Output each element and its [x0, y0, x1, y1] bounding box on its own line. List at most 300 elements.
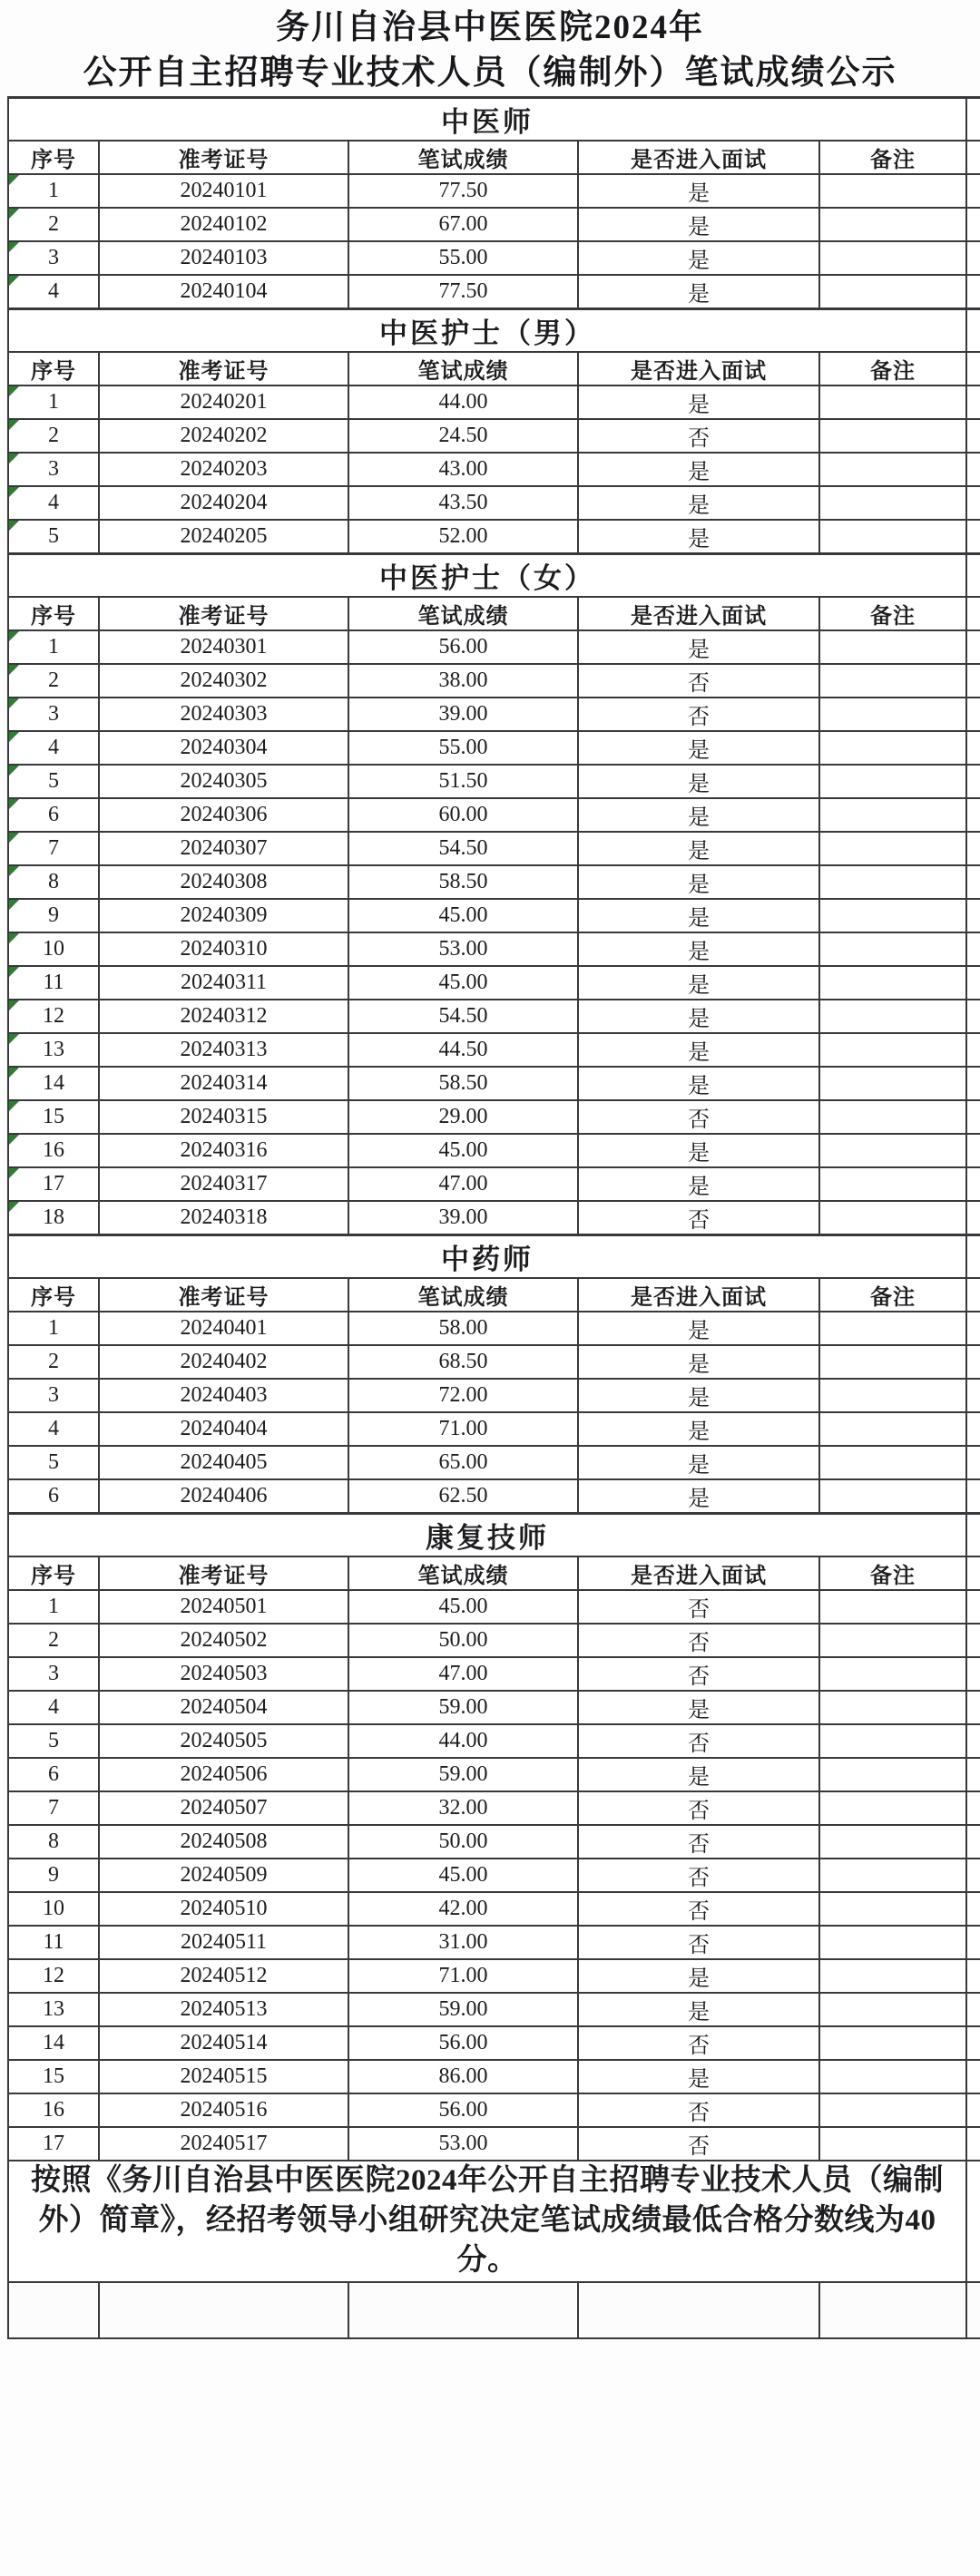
clipped-bottom-row [8, 2282, 980, 2338]
column-header-row [8, 352, 980, 385]
cell-remark [819, 1758, 966, 1791]
cell-interview-flag: 是 [578, 1067, 819, 1100]
cell-written-score: 45.00 [348, 1859, 578, 1892]
cell-seq-number-with-error-indicator: 1 [8, 630, 99, 664]
column-header-remark: 备注 [819, 352, 966, 385]
cell-ticket-number: 20240318 [99, 1201, 348, 1235]
cropped-next-column-cell [966, 1590, 980, 1624]
cropped-next-column-cell [966, 208, 980, 241]
section-title: 中药师 [8, 1235, 966, 1279]
empty-cell [819, 2282, 966, 2338]
cell-written-score: 56.00 [348, 2093, 578, 2127]
cell-ticket-number: 20240315 [99, 1100, 348, 1134]
cell-ticket-number: 20240313 [99, 1033, 348, 1067]
cell-remark [819, 275, 966, 309]
table-row [8, 1345, 980, 1379]
cell-remark [819, 865, 966, 899]
cell-written-score: 58.00 [348, 1312, 578, 1345]
cropped-next-column-cell [966, 309, 980, 353]
cell-ticket-number: 20240511 [99, 1926, 348, 1959]
cell-remark [819, 1892, 966, 1926]
cell-ticket-number: 20240314 [99, 1067, 348, 1100]
table-row [8, 731, 980, 765]
cell-interview-flag: 是 [578, 1379, 819, 1412]
cell-written-score: 65.00 [348, 1446, 578, 1479]
column-header-remark: 备注 [819, 141, 966, 174]
cell-interview-flag: 否 [578, 1825, 819, 1859]
column-header-score: 笔试成绩 [348, 141, 578, 174]
cell-remark [819, 1479, 966, 1514]
cropped-next-column-cell [966, 1724, 980, 1758]
cell-ticket-number: 20240308 [99, 865, 348, 899]
cell-remark [819, 1033, 966, 1067]
column-header-interview: 是否进入面试 [578, 597, 819, 630]
cell-interview-flag: 是 [578, 1959, 819, 1993]
cell-written-score: 77.50 [348, 275, 578, 309]
score-table-body [8, 98, 980, 2338]
table-row [8, 1379, 980, 1412]
table-row [8, 1479, 980, 1514]
cropped-next-column-cell [966, 1201, 980, 1235]
cell-remark [819, 731, 966, 765]
cell-seq-number: 13 [8, 1993, 99, 2026]
cell-interview-flag: 是 [578, 1000, 819, 1033]
table-row [8, 798, 980, 832]
table-row [8, 1859, 980, 1892]
cell-written-score: 44.00 [348, 1724, 578, 1758]
cell-interview-flag: 是 [578, 1345, 819, 1379]
column-header-interview: 是否进入面试 [578, 1278, 819, 1312]
cell-remark [819, 1825, 966, 1859]
cropped-next-column-cell [966, 597, 980, 630]
cropped-next-column-cell [966, 1167, 980, 1201]
section-banner-row [8, 1514, 980, 1557]
cell-ticket-number: 20240316 [99, 1134, 348, 1167]
column-header-interview: 是否进入面试 [578, 141, 819, 174]
cell-remark [819, 1000, 966, 1033]
cell-remark [819, 1345, 966, 1379]
cell-written-score: 60.00 [348, 798, 578, 832]
cell-remark [819, 1167, 966, 1201]
cell-ticket-number: 20240310 [99, 932, 348, 966]
table-row [8, 765, 980, 798]
cell-remark [819, 1959, 966, 1993]
cell-seq-number: 17 [8, 2127, 99, 2161]
cell-remark [819, 208, 966, 241]
table-row [8, 1657, 980, 1691]
cell-seq-number-with-error-indicator: 11 [8, 966, 99, 1000]
cropped-next-column-cell [966, 2026, 980, 2060]
cropped-next-column-cell [966, 832, 980, 865]
cell-remark [819, 241, 966, 275]
cell-interview-flag: 是 [578, 1993, 819, 2026]
cropped-next-column-cell [966, 98, 980, 141]
cell-ticket-number: 20240516 [99, 2093, 348, 2127]
empty-cell [8, 2282, 99, 2338]
cell-interview-flag: 否 [578, 1791, 819, 1825]
table-row [8, 486, 980, 520]
cell-seq-number: 5 [8, 1724, 99, 1758]
cell-ticket-number: 20240503 [99, 1657, 348, 1691]
column-header-score: 笔试成绩 [348, 1278, 578, 1312]
cropped-next-column-cell [966, 385, 980, 419]
cell-seq-number: 10 [8, 1892, 99, 1926]
cell-interview-flag: 是 [578, 765, 819, 798]
cell-ticket-number: 20240508 [99, 1825, 348, 1859]
cell-ticket-number: 20240312 [99, 1000, 348, 1033]
cell-ticket-number: 20240509 [99, 1859, 348, 1892]
empty-cell [99, 2282, 348, 2338]
table-row [8, 1412, 980, 1446]
cell-remark [819, 1926, 966, 1959]
cell-interview-flag: 是 [578, 1312, 819, 1345]
cell-written-score: 43.00 [348, 453, 578, 486]
cell-seq-number-with-error-indicator: 5 [8, 520, 99, 554]
cell-seq-number-with-error-indicator: 4 [8, 275, 99, 309]
cell-written-score: 56.00 [348, 2026, 578, 2060]
cell-seq-number: 5 [8, 1446, 99, 1479]
section-title: 中医护士（女） [8, 554, 966, 598]
cell-remark [819, 1312, 966, 1345]
cell-seq-number-with-error-indicator: 10 [8, 932, 99, 966]
cropped-next-column-cell [966, 966, 980, 1000]
table-row [8, 966, 980, 1000]
cell-ticket-number: 20240203 [99, 453, 348, 486]
cell-written-score: 67.00 [348, 208, 578, 241]
cell-interview-flag: 是 [578, 1446, 819, 1479]
cell-interview-flag: 否 [578, 1624, 819, 1657]
cell-remark [819, 2060, 966, 2093]
cell-seq-number-with-error-indicator: 4 [8, 486, 99, 520]
cell-written-score: 77.50 [348, 174, 578, 208]
table-row [8, 1758, 980, 1791]
document-title-line2: 公开自主招聘专业技术人员（编制外）笔试成绩公示 [83, 54, 897, 92]
document-title-line1: 务川自治县中医医院2024年 [276, 9, 704, 46]
cropped-next-column-cell [966, 141, 980, 174]
cell-interview-flag: 是 [578, 385, 819, 419]
table-row [8, 1993, 980, 2026]
cell-written-score: 24.50 [348, 419, 578, 453]
cell-written-score: 55.00 [348, 731, 578, 765]
section-banner-row [8, 1235, 980, 1279]
cell-written-score: 38.00 [348, 664, 578, 698]
cell-seq-number: 3 [8, 1657, 99, 1691]
cell-written-score: 45.00 [348, 1590, 578, 1624]
cropped-next-column-cell [966, 1556, 980, 1590]
cell-remark [819, 1201, 966, 1235]
cell-remark [819, 1859, 966, 1892]
cell-ticket-number: 20240404 [99, 1412, 348, 1446]
cropped-next-column-cell [966, 174, 980, 208]
cell-written-score: 54.50 [348, 832, 578, 865]
cell-written-score: 32.00 [348, 1791, 578, 1825]
cropped-next-column-cell [966, 1859, 980, 1892]
cell-ticket-number: 20240304 [99, 731, 348, 765]
cell-interview-flag: 是 [578, 1167, 819, 1201]
cell-interview-flag: 是 [578, 832, 819, 865]
cell-ticket-number: 20240507 [99, 1791, 348, 1825]
cropped-next-column-cell [966, 1000, 980, 1033]
cell-ticket-number: 20240309 [99, 899, 348, 932]
column-header-seq: 序号 [8, 597, 99, 630]
table-row [8, 1825, 980, 1859]
footer-note: 按照《务川自治县中医医院2024年公开自主招聘专业技术人员（编制外）简章》，经招考领导小组研究决定笔试成绩最低合格分数线为40分。 [8, 2161, 966, 2282]
cell-ticket-number: 20240513 [99, 1993, 348, 2026]
table-row [8, 932, 980, 966]
cell-interview-flag: 否 [578, 1590, 819, 1624]
cell-written-score: 39.00 [348, 1201, 578, 1235]
cell-written-score: 44.50 [348, 1033, 578, 1067]
cropped-next-column-cell [966, 664, 980, 698]
table-row [8, 2093, 980, 2127]
cell-seq-number: 12 [8, 1959, 99, 1993]
cropped-next-column-cell [966, 1033, 980, 1067]
document-title [0, 0, 980, 96]
cell-seq-number-with-error-indicator: 2 [8, 208, 99, 241]
cell-written-score: 62.50 [348, 1479, 578, 1514]
cropped-next-column-cell [966, 698, 980, 731]
cell-seq-number: 2 [8, 1624, 99, 1657]
table-row [8, 1201, 980, 1235]
cell-ticket-number: 20240307 [99, 832, 348, 865]
section-title: 康复技师 [8, 1514, 966, 1557]
cell-ticket-number: 20240305 [99, 765, 348, 798]
cell-written-score: 50.00 [348, 1624, 578, 1657]
cropped-next-column-cell [966, 1791, 980, 1825]
cell-ticket-number: 20240317 [99, 1167, 348, 1201]
cell-interview-flag: 是 [578, 208, 819, 241]
cell-ticket-number: 20240517 [99, 2127, 348, 2161]
table-row [8, 520, 980, 554]
cell-interview-flag: 否 [578, 2093, 819, 2127]
column-header-row [8, 597, 980, 630]
cell-ticket-number: 20240101 [99, 174, 348, 208]
cell-ticket-number: 20240504 [99, 1691, 348, 1724]
cropped-next-column-cell [966, 1235, 980, 1279]
column-header-seq: 序号 [8, 141, 99, 174]
table-row [8, 1446, 980, 1479]
table-row [8, 1167, 980, 1201]
cell-interview-flag: 否 [578, 1892, 819, 1926]
cell-interview-flag: 是 [578, 1479, 819, 1514]
table-row [8, 1134, 980, 1167]
table-row [8, 1312, 980, 1345]
cell-remark [819, 385, 966, 419]
table-row [8, 1926, 980, 1959]
cell-remark [819, 1067, 966, 1100]
cell-interview-flag: 是 [578, 865, 819, 899]
table-row [8, 1791, 980, 1825]
cell-remark [819, 765, 966, 798]
cell-ticket-number: 20240202 [99, 419, 348, 453]
cell-seq-number: 4 [8, 1412, 99, 1446]
column-header-score: 笔试成绩 [348, 1556, 578, 1590]
cell-seq-number-with-error-indicator: 16 [8, 1134, 99, 1167]
table-row [8, 630, 980, 664]
cell-remark [819, 899, 966, 932]
table-row [8, 899, 980, 932]
column-header-interview: 是否进入面试 [578, 352, 819, 385]
cell-interview-flag: 否 [578, 1859, 819, 1892]
cropped-next-column-cell [966, 932, 980, 966]
cell-ticket-number: 20240406 [99, 1479, 348, 1514]
cell-seq-number-with-error-indicator: 12 [8, 1000, 99, 1033]
table-row [8, 275, 980, 309]
cell-ticket-number: 20240515 [99, 2060, 348, 2093]
cell-seq-number-with-error-indicator: 1 [8, 385, 99, 419]
section-banner-row [8, 554, 980, 598]
cell-interview-flag: 是 [578, 1412, 819, 1446]
cropped-next-column-cell [966, 2060, 980, 2093]
cell-seq-number-with-error-indicator: 4 [8, 731, 99, 765]
cell-remark [819, 1724, 966, 1758]
cropped-next-column-cell [966, 1278, 980, 1312]
cropped-next-column-cell [966, 241, 980, 275]
cell-ticket-number: 20240201 [99, 385, 348, 419]
cell-remark [819, 1657, 966, 1691]
table-row [8, 1691, 980, 1724]
table-row [8, 208, 980, 241]
cell-written-score: 47.00 [348, 1167, 578, 1201]
table-row [8, 174, 980, 208]
column-header-ticket: 准考证号 [99, 1278, 348, 1312]
table-row [8, 1033, 980, 1067]
cropped-next-column-cell [966, 798, 980, 832]
cell-interview-flag: 否 [578, 419, 819, 453]
section-title: 中医护士（男） [8, 309, 966, 353]
cell-ticket-number: 20240506 [99, 1758, 348, 1791]
cell-interview-flag: 是 [578, 630, 819, 664]
cell-written-score: 54.50 [348, 1000, 578, 1033]
cropped-next-column-cell [966, 554, 980, 598]
cell-ticket-number: 20240301 [99, 630, 348, 664]
cropped-next-column-cell [966, 419, 980, 453]
cell-seq-number-with-error-indicator: 3 [8, 453, 99, 486]
cell-remark [819, 2093, 966, 2127]
cell-remark [819, 1100, 966, 1134]
cell-written-score: 43.50 [348, 486, 578, 520]
cropped-next-column-cell [966, 1345, 980, 1379]
cell-written-score: 44.00 [348, 385, 578, 419]
column-header-seq: 序号 [8, 1556, 99, 1590]
table-row [8, 1724, 980, 1758]
column-header-ticket: 准考证号 [99, 141, 348, 174]
cell-ticket-number: 20240512 [99, 1959, 348, 1993]
cropped-next-column-cell [966, 1825, 980, 1859]
cell-interview-flag: 否 [578, 664, 819, 698]
column-header-seq: 序号 [8, 352, 99, 385]
cell-written-score: 86.00 [348, 2060, 578, 2093]
table-row [8, 1067, 980, 1100]
cropped-next-column-cell [966, 1067, 980, 1100]
cell-written-score: 71.00 [348, 1959, 578, 1993]
column-header-row [8, 1278, 980, 1312]
cropped-next-column-cell [966, 275, 980, 309]
cell-seq-number-with-error-indicator: 13 [8, 1033, 99, 1067]
table-row [8, 1590, 980, 1624]
cell-interview-flag: 是 [578, 275, 819, 309]
footer-note-row [8, 2161, 980, 2282]
cell-ticket-number: 20240306 [99, 798, 348, 832]
table-row [8, 1624, 980, 1657]
cropped-next-column-cell [966, 352, 980, 385]
cell-written-score: 45.00 [348, 966, 578, 1000]
cell-seq-number-with-error-indicator: 7 [8, 832, 99, 865]
cropped-next-column-cell [966, 1691, 980, 1724]
cell-interview-flag: 否 [578, 1724, 819, 1758]
cell-remark [819, 698, 966, 731]
cell-remark [819, 2026, 966, 2060]
table-row [8, 2060, 980, 2093]
table-row [8, 2127, 980, 2161]
cell-remark [819, 664, 966, 698]
cell-ticket-number: 20240104 [99, 275, 348, 309]
column-header-remark: 备注 [819, 1556, 966, 1590]
table-row [8, 832, 980, 865]
cell-interview-flag: 是 [578, 731, 819, 765]
cell-seq-number-with-error-indicator: 9 [8, 899, 99, 932]
cropped-next-column-cell [966, 1959, 980, 1993]
cell-remark [819, 2127, 966, 2161]
cell-ticket-number: 20240510 [99, 1892, 348, 1926]
cropped-next-column-cell [966, 2127, 980, 2161]
cell-seq-number-with-error-indicator: 3 [8, 241, 99, 275]
column-header-interview: 是否进入面试 [578, 1556, 819, 1590]
cell-seq-number: 6 [8, 1758, 99, 1791]
cell-ticket-number: 20240505 [99, 1724, 348, 1758]
cropped-next-column-cell [966, 1514, 980, 1557]
cell-written-score: 50.00 [348, 1825, 578, 1859]
cell-interview-flag: 是 [578, 241, 819, 275]
cell-ticket-number: 20240402 [99, 1345, 348, 1379]
cell-interview-flag: 是 [578, 932, 819, 966]
cell-remark [819, 1412, 966, 1446]
table-row [8, 865, 980, 899]
cell-remark [819, 1993, 966, 2026]
cell-ticket-number: 20240401 [99, 1312, 348, 1345]
cell-ticket-number: 20240514 [99, 2026, 348, 2060]
cell-ticket-number: 20240204 [99, 486, 348, 520]
cell-written-score: 68.50 [348, 1345, 578, 1379]
column-header-remark: 备注 [819, 597, 966, 630]
table-row [8, 1959, 980, 1993]
cell-interview-flag: 否 [578, 2026, 819, 2060]
cropped-next-column-cell [966, 2161, 980, 2282]
column-header-ticket: 准考证号 [99, 352, 348, 385]
score-table [7, 96, 980, 2339]
cell-ticket-number: 20240403 [99, 1379, 348, 1412]
cell-written-score: 45.00 [348, 899, 578, 932]
column-header-row [8, 141, 980, 174]
column-header-ticket: 准考证号 [99, 1556, 348, 1590]
cell-ticket-number: 20240501 [99, 1590, 348, 1624]
table-row [8, 664, 980, 698]
cell-seq-number-with-error-indicator: 3 [8, 698, 99, 731]
cell-remark [819, 1624, 966, 1657]
cropped-next-column-cell [966, 1892, 980, 1926]
cropped-next-column-cell [966, 1446, 980, 1479]
cell-seq-number-with-error-indicator: 17 [8, 1167, 99, 1201]
section-banner-row [8, 309, 980, 353]
column-header-row [8, 1556, 980, 1590]
cell-written-score: 72.00 [348, 1379, 578, 1412]
cell-interview-flag: 是 [578, 798, 819, 832]
cell-written-score: 45.00 [348, 1134, 578, 1167]
cell-written-score: 58.50 [348, 865, 578, 899]
cell-remark [819, 419, 966, 453]
cell-remark [819, 1590, 966, 1624]
cell-seq-number: 14 [8, 2026, 99, 2060]
